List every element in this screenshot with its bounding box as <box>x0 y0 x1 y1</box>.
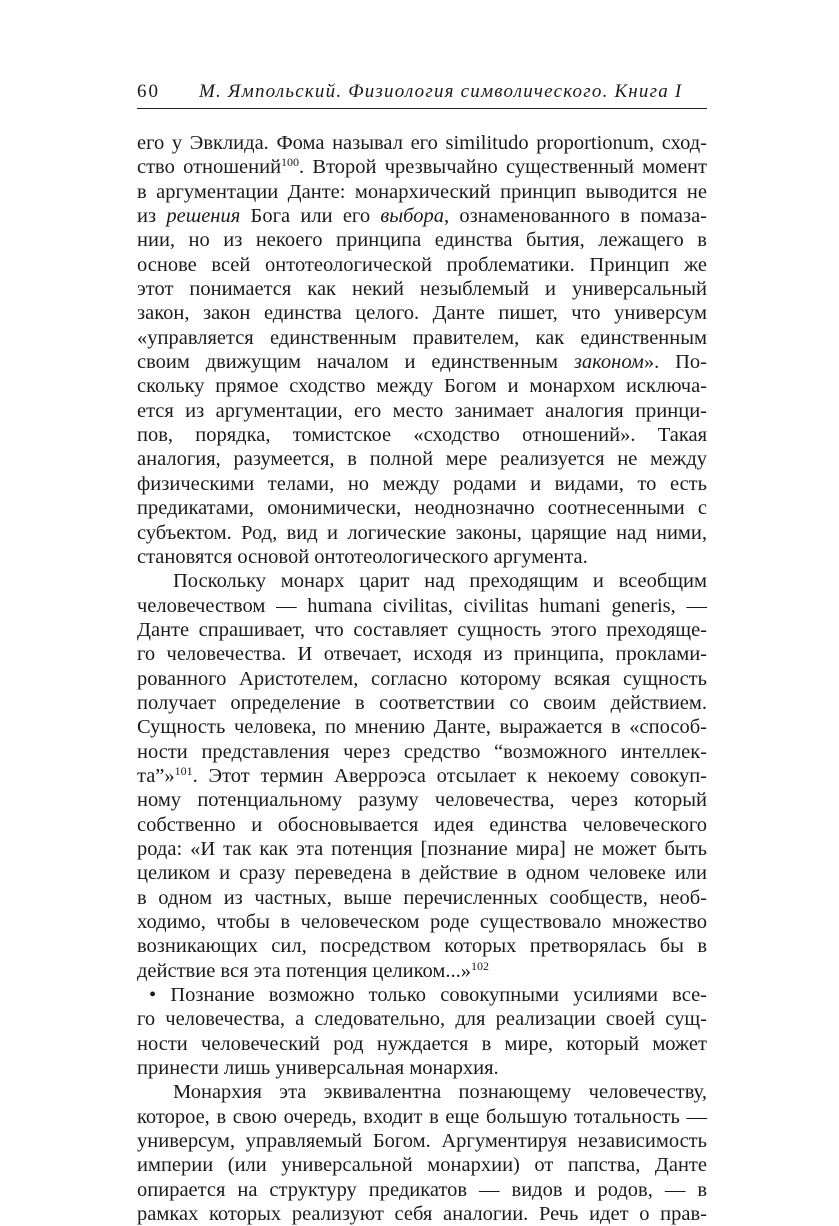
body-text <box>137 131 707 1226</box>
text-run: действие вся эта потенция целиком...» <box>137 959 471 982</box>
text-line <box>137 886 707 910</box>
text-line <box>137 1178 707 1202</box>
text-line <box>137 155 707 179</box>
text-run: закон, закон единства целого. Данте пишет, что универсум <box>137 302 707 325</box>
text-run: скольку прямое сходство между Богом и монархом исключа- <box>137 375 707 398</box>
text-line <box>137 228 707 252</box>
text-line <box>137 642 707 666</box>
text-line <box>137 350 707 374</box>
text-line <box>137 180 707 204</box>
text-line <box>137 1080 707 1104</box>
text-run: ». По- <box>643 351 707 374</box>
footnote-ref: 102 <box>471 958 489 973</box>
text-line <box>137 667 707 691</box>
text-line <box>137 910 707 934</box>
text-run: ности человеческий род нуждается в мире, который может <box>137 1032 707 1055</box>
text-run: . Второй чрезвычайно существенный момент <box>299 156 707 179</box>
text-line <box>137 569 707 593</box>
text-run: в аргументации Данте: монархический принцип выводится не <box>137 180 707 203</box>
text-run: рамках которых реализуют себя аналогии. Речь идет о прав- <box>137 1203 707 1226</box>
text-line <box>137 934 707 958</box>
text-line <box>137 1032 707 1056</box>
text-line <box>137 447 707 471</box>
text-run: Данте спрашивает, что составляет сущность этого преходяще- <box>137 618 707 641</box>
text-line <box>137 1105 707 1129</box>
text-run: универсум, управляемый Богом. Аргументируя независимость <box>137 1130 707 1153</box>
text-run: Поскольку монарх царит над преходящим и всеобщим <box>173 570 707 593</box>
text-run: этот понимается как некий незыблемый и универсальный <box>137 278 707 301</box>
text-line <box>137 301 707 325</box>
text-run: субъектом. Род, вид и логические законы, царящие над ними, <box>137 521 707 544</box>
text-run: ходимо, чтобы в человеческом роде существовало множество <box>137 911 707 933</box>
text-line <box>137 1056 707 1080</box>
text-line <box>137 1202 707 1226</box>
text-run: пов, порядка, томистское «сходство отношений». Такая <box>137 424 707 447</box>
text-run: его у Эвклида. Фома называл его similitudo proportionum, сход- <box>137 132 707 154</box>
text-run: . Этот термин Аверроэса отсылает к некоему совокуп- <box>192 764 707 787</box>
text-run: своим движущим началом и единственным <box>137 351 574 374</box>
text-run: аналогия, разумеется, в полной мере реализуется не между <box>137 448 707 471</box>
text-line <box>137 740 707 764</box>
text-run: основе всей онтотеологической проблематики. Принцип же <box>137 253 707 276</box>
text-line <box>137 861 707 885</box>
book-page <box>137 78 707 1226</box>
text-run: собственно и обосновывается идея единства человеческого <box>137 813 707 836</box>
text-run: опирается на структуру предикатов — видов и родов, — в <box>137 1178 707 1201</box>
emphasis: решения <box>166 205 241 228</box>
text-line <box>137 326 707 350</box>
text-line <box>137 253 707 277</box>
text-run: из <box>137 205 167 228</box>
text-line <box>137 374 707 398</box>
text-line <box>137 715 707 739</box>
text-run: Сущность человека, по мнению Данте, выражается в «способ- <box>137 716 707 739</box>
text-line <box>137 545 707 569</box>
text-run: ется из аргументации, его место занимает аналогия принци- <box>137 399 707 422</box>
text-line <box>137 521 707 545</box>
text-run: ности представления через средство “возможного интеллек- <box>137 740 707 763</box>
text-run: рованного Аристотелем, согласно которому всякая сущность <box>137 667 707 690</box>
text-run: , ознаменованного в помаза- <box>443 205 707 228</box>
emphasis: выбора <box>380 205 444 228</box>
text-line <box>137 399 707 423</box>
running-title: М. Ямпольский. Физиология символического. Книга I <box>199 81 683 102</box>
text-run: предикатами, омонимически, неоднозначно соотнесенными с <box>137 497 707 520</box>
text-line <box>137 959 707 983</box>
text-line <box>137 764 707 788</box>
text-run: становятся основой онтотеологического аргумента. <box>137 545 588 568</box>
text-line <box>137 594 707 618</box>
text-run: го человечества, а следовательно, для реализации своей сущ- <box>137 1008 707 1031</box>
text-run: та”» <box>137 764 175 787</box>
text-run: Монархия эта эквивалентна познающему человечеству, <box>173 1081 707 1104</box>
text-line <box>137 131 707 155</box>
text-run: физическими телами, но между родами и видами, то есть <box>137 472 707 495</box>
text-run: возникающих сил, посредством которых претворялась бы в <box>137 935 707 958</box>
emphasis: законом <box>573 351 644 374</box>
text-line <box>137 813 707 837</box>
text-run: • Познание возможно только совокупными усилиями все- <box>149 984 707 1007</box>
text-line <box>137 983 707 1007</box>
text-run: человечеством — humana civilitas, civilitas humani generis, — <box>137 594 707 617</box>
text-run: ному потенциальному разуму человечества, через который <box>137 789 707 812</box>
text-line <box>137 788 707 812</box>
text-run: Бога или его <box>240 205 381 228</box>
text-run: рода: «И так как эта потенция [познание мира] не может быть <box>137 837 707 860</box>
text-run: империи (или универсальной монархии) от папства, Данте <box>137 1154 707 1177</box>
text-run: которое, в свою очередь, входит в еще большую тотальность — <box>137 1105 707 1128</box>
text-line <box>137 691 707 715</box>
running-head <box>137 78 707 109</box>
text-line <box>137 618 707 642</box>
text-line <box>137 423 707 447</box>
footnote-ref: 101 <box>174 763 193 778</box>
text-line <box>137 496 707 520</box>
text-line <box>137 277 707 301</box>
text-line <box>137 472 707 496</box>
text-run: го человечества. И отвечает, исходя из принципа, проклами- <box>137 643 707 666</box>
text-run: целиком и сразу переведена в действие в одном человеке или <box>137 862 707 885</box>
text-run: принести лишь универсальная монархия. <box>137 1057 499 1080</box>
text-run: ство отношений <box>137 156 282 179</box>
page-number: 60 <box>137 81 160 102</box>
text-line <box>137 1007 707 1031</box>
text-run: «управляется единственным правителем, как единственным <box>137 326 707 349</box>
text-run: в одном из частных, выше перечисленных сообществ, необ- <box>137 886 707 909</box>
text-run: получает определение в соответствии со своим действием. <box>137 691 707 714</box>
text-run: нии, но из некоего принципа единства бытия, лежащего в <box>137 229 707 252</box>
text-line <box>137 1153 707 1177</box>
text-line <box>137 204 707 228</box>
text-line <box>137 1129 707 1153</box>
footnote-ref: 100 <box>281 155 300 170</box>
text-line <box>137 837 707 861</box>
